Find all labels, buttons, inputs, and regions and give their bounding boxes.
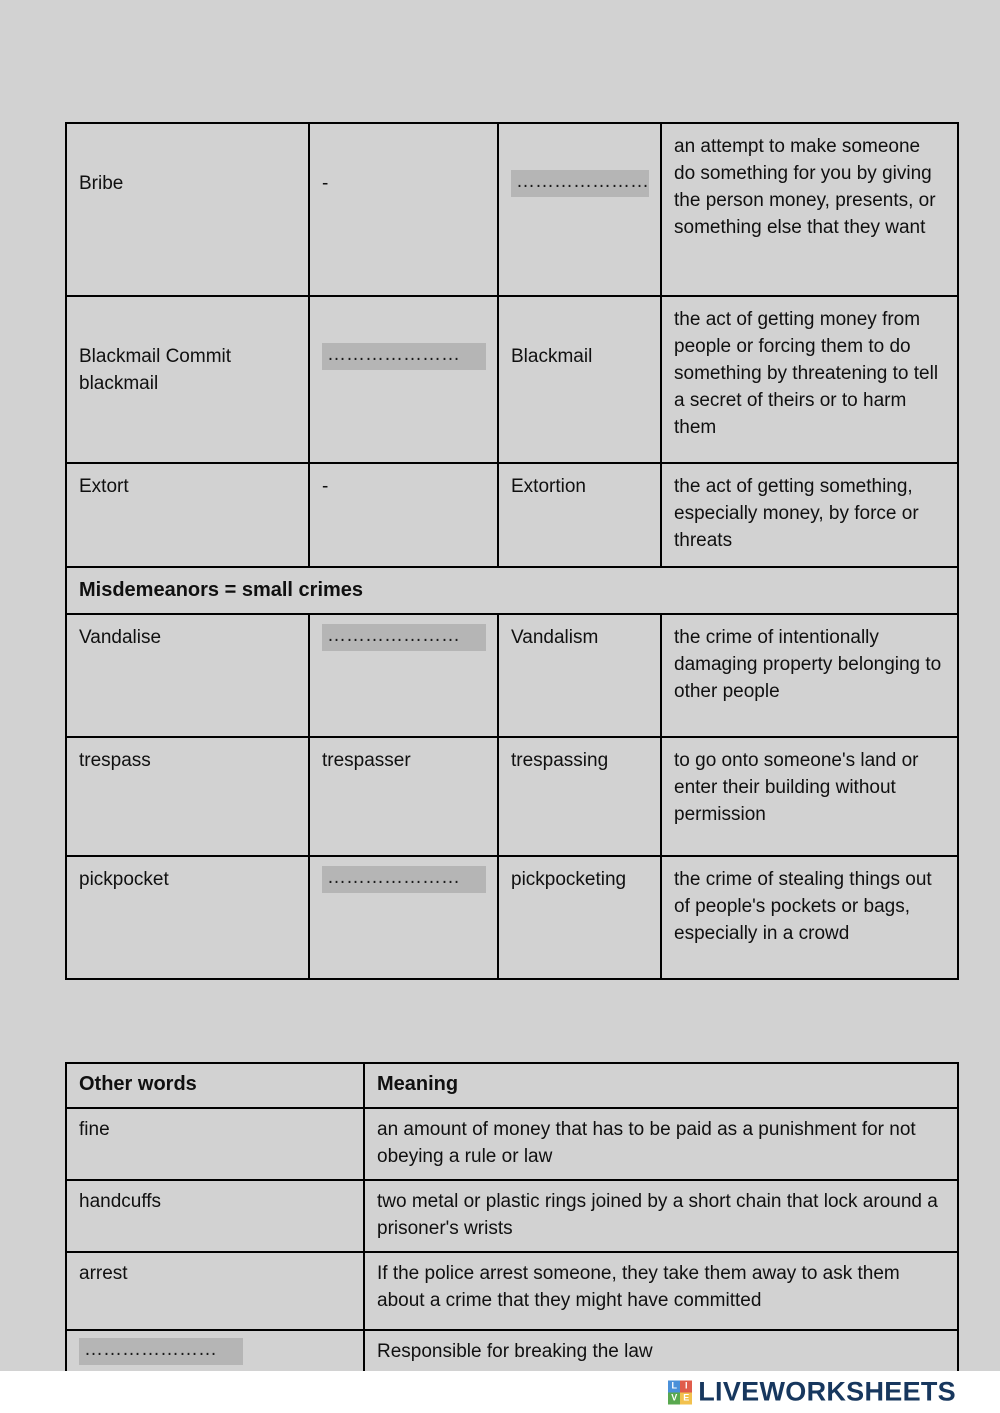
verb-cell: Bribe <box>66 123 309 296</box>
meaning-cell: If the police arrest someone, they take them away to ask them about a crime that they might have committed <box>364 1252 958 1330</box>
section-header: Misdemeanors = small crimes <box>66 567 958 614</box>
definition-cell: the crime of intentionally damaging property belonging to other people <box>661 614 958 737</box>
other-words-table <box>65 1062 959 1384</box>
table-row-bribe <box>66 123 958 296</box>
verb-cell: pickpocket <box>66 856 309 979</box>
meaning-cell: Responsible for breaking the law <box>364 1330 958 1383</box>
icon-letter-v: V <box>668 1392 680 1404</box>
table-row-pickpocket <box>66 856 958 979</box>
table-row-fine <box>66 1108 958 1180</box>
crimes-vocabulary-table <box>65 122 959 980</box>
person-cell <box>309 614 498 737</box>
person-cell: - <box>309 463 498 567</box>
meaning-cell: an amount of money that has to be paid as a punishment for not obeying a rule or law <box>364 1108 958 1180</box>
table-row-trespass <box>66 737 958 856</box>
verb-cell: Blackmail Commit blackmail <box>66 296 309 463</box>
verb-cell: Extort <box>66 463 309 567</box>
definition-cell: to go onto someone's land or enter their building without permission <box>661 737 958 856</box>
person-cell: - <box>309 123 498 296</box>
column-header-word: Other words <box>66 1063 364 1108</box>
noun-cell: Vandalism <box>498 614 661 737</box>
answer-input[interactable]: ………………… <box>511 170 649 197</box>
verb-cell: trespass <box>66 737 309 856</box>
section-header-row <box>66 567 958 614</box>
icon-letter-l: L <box>668 1380 680 1392</box>
answer-input[interactable]: ………………… <box>322 343 486 370</box>
word-cell: handcuffs <box>66 1180 364 1252</box>
definition-cell: the act of getting something, especially money, by force or threats <box>661 463 958 567</box>
table-row-vandalise <box>66 614 958 737</box>
person-cell <box>309 856 498 979</box>
brand-name: LIVEWORKSHEETS <box>698 1376 956 1407</box>
table-row-blackmail <box>66 296 958 463</box>
table-row-handcuffs <box>66 1180 958 1252</box>
noun-cell: Blackmail <box>498 296 661 463</box>
icon-letter-e: E <box>680 1392 692 1404</box>
definition-cell: the act of getting money from people or forcing them to do something by threatening to tell a secret of theirs or to harm them <box>661 296 958 463</box>
word-cell: arrest <box>66 1252 364 1330</box>
person-cell <box>309 296 498 463</box>
answer-input[interactable]: ………………… <box>322 624 486 651</box>
noun-cell: pickpocketing <box>498 856 661 979</box>
icon-letter-i: I <box>680 1380 692 1392</box>
definition-cell: an attempt to make someone do something for you by giving the person money, presents, or something else that they want <box>661 123 958 296</box>
liveworksheets-icon <box>668 1380 692 1404</box>
word-cell: fine <box>66 1108 364 1180</box>
answer-input[interactable]: ………………… <box>322 866 486 893</box>
answer-input[interactable]: ………………… <box>79 1338 243 1365</box>
verb-cell: Vandalise <box>66 614 309 737</box>
definition-cell: the crime of stealing things out of people's pockets or bags, especially in a crowd <box>661 856 958 979</box>
header-row <box>66 1063 958 1108</box>
table-row-extort <box>66 463 958 567</box>
person-cell: trespasser <box>309 737 498 856</box>
noun-cell <box>498 123 661 296</box>
meaning-cell: two metal or plastic rings joined by a short chain that lock around a prisoner's wrists <box>364 1180 958 1252</box>
liveworksheets-logo <box>668 1377 956 1408</box>
noun-cell: Extortion <box>498 463 661 567</box>
column-header-meaning: Meaning <box>364 1063 958 1108</box>
footer-bar <box>0 1371 1000 1413</box>
noun-cell: trespassing <box>498 737 661 856</box>
table-row-arrest <box>66 1252 958 1330</box>
